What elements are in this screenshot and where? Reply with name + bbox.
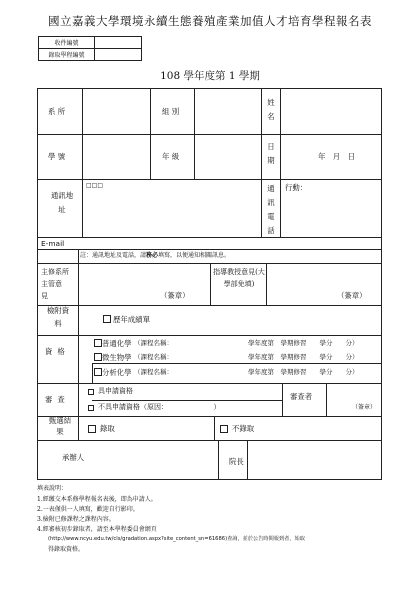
date-value[interactable]: 年 月 日	[318, 152, 355, 161]
course2-name-hint: （課程名稱：	[134, 353, 173, 361]
group-label: 組 別	[162, 107, 180, 116]
handler-label: 承辦人	[62, 453, 85, 462]
admission-label: 甄選結果	[48, 416, 72, 436]
note-item: 1.經繳交本系修學程報名表後，即為申請人。	[37, 496, 157, 503]
course1-checkbox[interactable]	[94, 339, 102, 347]
handler-signature-field[interactable]	[100, 443, 214, 477]
dept-head-sign[interactable]: （簽章）	[160, 291, 190, 300]
qualification-label: 資格	[45, 347, 70, 356]
admitted-checkbox[interactable]	[88, 425, 96, 433]
course3-checkbox[interactable]	[94, 368, 102, 376]
email-field[interactable]	[84, 238, 380, 248]
receipt-number-field[interactable]	[95, 37, 142, 49]
course2-checkbox[interactable]	[94, 353, 102, 361]
docs-label: 檢附資料	[46, 306, 70, 328]
transcript-checkbox[interactable]	[103, 315, 111, 323]
dept-label: 系 所	[48, 107, 66, 116]
notes-heading: 填表說明：	[37, 485, 68, 492]
note-item: 3.檢附已修課程之課程內容。	[37, 516, 115, 523]
course3-term[interactable]: 學年度第 學期修習 學分 分）	[248, 368, 359, 376]
not-qualified-checkbox[interactable]	[88, 405, 94, 411]
date-label: 日期	[267, 142, 275, 166]
program-number-field[interactable]	[95, 49, 142, 61]
course1-name-hint: （課程名稱：	[134, 339, 173, 347]
advisor-label: 指導教授意見(大學部免填)	[213, 268, 265, 288]
student-id-label: 學 號	[48, 152, 66, 161]
name-label: 姓名	[267, 98, 275, 122]
not-admitted-label: 不錄取	[232, 424, 255, 433]
receipt-number-label: 收件編號	[39, 37, 95, 49]
office-use-table	[38, 36, 142, 61]
note-item: 2.一表僅供一人填寫，歡迎自行影印。	[37, 506, 139, 513]
note-item: 4.經審核初步錄取者，請至本學程委員會網頁	[37, 526, 157, 533]
phone-label: 通訊電話	[267, 184, 275, 236]
not-admitted-checkbox[interactable]	[220, 425, 228, 433]
transcript-label: 歷年成績單	[113, 315, 150, 324]
review-label: 審查	[45, 395, 70, 404]
dean-signature-field[interactable]	[250, 443, 378, 477]
grade-field[interactable]	[196, 138, 259, 177]
dean-label: 院長	[229, 457, 244, 466]
mobile-label: 行動：	[285, 183, 308, 192]
postal-code-boxes[interactable]: □□□	[86, 182, 104, 189]
contact-note: 註：通訊地址及電話，請務必填寫，以便通知相關訊息。	[80, 252, 231, 259]
address-label: 通訊地址	[50, 191, 74, 215]
semester-heading: 108 學年度第 1 學期	[160, 70, 260, 82]
reviewer-label: 審查者	[290, 392, 313, 401]
not-qualified-label[interactable]: 不具申請資格（原因： ）	[98, 403, 221, 411]
name-field[interactable]	[282, 92, 379, 132]
email-label: E-mail	[41, 239, 65, 248]
reviewer-sign[interactable]: （簽章）	[352, 404, 377, 411]
dept-head-label: 主修系所主管意 見	[41, 268, 69, 300]
note-item-url[interactable]: (http://www.ncyu.edu.tw/cls/gradation.aspx?site_content_sn=61686)查詢，並於公告時間報到者，始取	[48, 536, 305, 542]
note-item: 得錄取資格。	[48, 546, 85, 553]
course3-label: 分析化學	[102, 368, 132, 377]
qualified-checkbox[interactable]	[88, 389, 94, 395]
admitted-label: 錄取	[100, 424, 115, 433]
qualified-label: 具申請資格	[98, 387, 133, 395]
course2-term[interactable]: 學年度第 學期修習 學分 分）	[248, 353, 359, 361]
group-field[interactable]	[196, 92, 259, 132]
program-number-label: 錄取學程編號	[39, 49, 95, 61]
course1-term[interactable]: 學年度第 學期修習 學分 分）	[248, 339, 359, 347]
course2-label: 微生物學	[102, 353, 132, 362]
student-id-field[interactable]	[84, 138, 148, 177]
dept-field[interactable]	[84, 92, 148, 132]
course1-label: 普通化學	[102, 339, 132, 348]
course3-name-hint: （課程名稱：	[134, 368, 173, 376]
advisor-sign[interactable]: （簽章）	[337, 291, 367, 300]
grade-label: 年 級	[162, 152, 180, 161]
form-title: 國立嘉義大學環境永續生態養殖產業加值人才培育學程報名表	[48, 14, 372, 28]
